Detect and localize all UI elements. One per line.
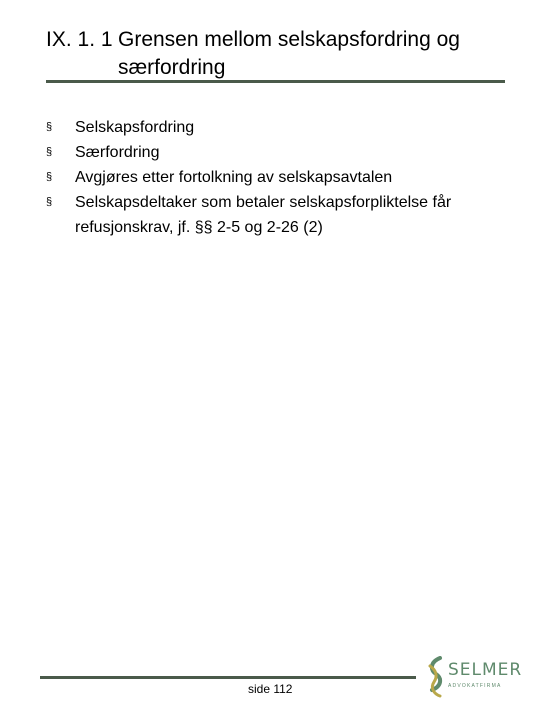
slide-title — [46, 26, 516, 82]
footer-divider — [40, 676, 416, 679]
list-item — [46, 115, 486, 140]
bullet-text: Særfordring — [75, 144, 160, 161]
logo-subtitle: ADVOKATFIRMA — [448, 683, 502, 689]
bullet-marker: § — [46, 196, 53, 208]
bullet-text: Selskapsfordring — [75, 119, 195, 136]
title-divider — [46, 80, 505, 83]
page-number: side 112 — [248, 682, 293, 696]
list-item — [46, 190, 486, 240]
bullet-list — [46, 115, 486, 240]
selmer-logo — [426, 656, 523, 700]
list-item — [46, 140, 486, 165]
bullet-text: Avgjøres etter fortolkning av selskapsavtalen — [75, 169, 393, 186]
bullet-marker: § — [46, 121, 53, 133]
bullet-marker: § — [46, 171, 53, 183]
section-number: IX. 1. 1 — [46, 28, 113, 51]
logo-name: SELMER — [448, 660, 523, 680]
list-item — [46, 165, 486, 190]
logo-mark-icon — [426, 656, 446, 700]
bullet-text: Selskapsdeltaker som betaler selskapsforpliktelse får refusjonskrav, jf. §§ 2-5 og 2-26 (2) — [75, 194, 452, 236]
bullet-marker: § — [46, 146, 53, 158]
title-text: Grensen mellom selskapsfordring og særfordring — [118, 28, 460, 79]
